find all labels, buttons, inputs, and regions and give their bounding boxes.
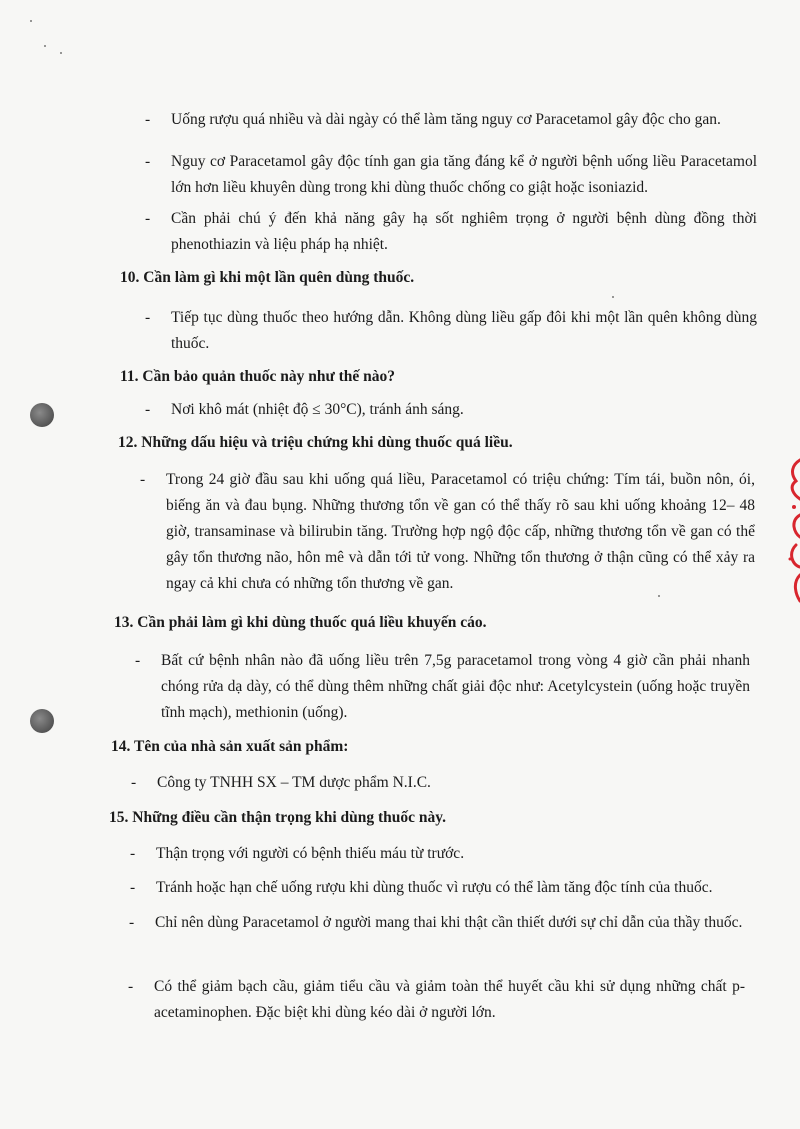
section-title: Những điều cần thận trọng khi dùng thuốc này. <box>132 809 447 826</box>
list-item-text: Uống rượu quá nhiều và dài ngày có thể làm tăng nguy cơ Paracetamol gây độc cho gan. <box>171 111 721 128</box>
list-item-text: Bất cứ bệnh nhân nào đã uống liều trên 7,5g paracetamol trong vòng 4 giờ cần phải nhanh chóng rửa dạ dày, có thể dùng thêm những chất giải độc như: Acetylcystein (uống hoặc truyền tĩnh mạch), methionin (uống). <box>161 652 750 721</box>
section-heading <box>118 431 513 455</box>
list-item-text: Cần phải chú ý đến khả năng gây hạ sốt nghiêm trọng ở người bệnh dùng đồng thời phenothiazin và liệu pháp hạ nhiệt. <box>171 210 757 253</box>
section-heading <box>120 266 414 290</box>
section-number: 14. <box>111 738 131 755</box>
list-item-text: Công ty TNHH SX – TM dược phẩm N.I.C. <box>157 774 431 791</box>
list-item-text: Tiếp tục dùng thuốc theo hướng dẫn. Không dùng liều gấp đôi khi một lần quên không dùng thuốc. <box>171 309 757 352</box>
section-heading <box>114 611 487 635</box>
section-title: Cần phải làm gì khi dùng thuốc quá liều khuyến cáo. <box>137 614 487 631</box>
section-number: 10. <box>120 269 140 286</box>
list-item-text: Tránh hoặc hạn chế uống rượu khi dùng thuốc vì rượu có thể làm tăng độc tính của thuốc. <box>156 879 713 896</box>
section-title: Những dấu hiệu và triệu chứng khi dùng thuốc quá liều. <box>141 434 513 451</box>
bullet-dash: - <box>128 978 134 995</box>
bullet-dash: - <box>145 111 151 128</box>
punch-hole <box>30 403 54 427</box>
bullet-dash: - <box>145 309 151 326</box>
scan-speck <box>60 52 62 54</box>
list-item-text: Nơi khô mát (nhiệt độ ≤ 30°C), tránh ánh sáng. <box>171 401 464 418</box>
bullet-dash: - <box>130 845 136 862</box>
bullet-dash: - <box>131 774 137 791</box>
section-title: Cần làm gì khi một lần quên dùng thuốc. <box>143 269 415 286</box>
section-heading <box>120 365 395 389</box>
list-item-text: Có thể giảm bạch cầu, giảm tiểu cầu và giảm toàn thể huyết cầu khi sử dụng những chất p-acetaminophen. Đặc biệt khi dùng kéo dài ở người lớn. <box>154 978 745 1021</box>
bullet-dash: - <box>145 153 151 170</box>
list-item-text: Thận trọng với người có bệnh thiếu máu từ trước. <box>156 845 465 862</box>
section-heading <box>111 735 348 759</box>
section-number: 13. <box>114 614 134 631</box>
section-number: 15. <box>109 809 129 826</box>
scan-speck <box>612 296 614 298</box>
list-item-text: Nguy cơ Paracetamol gây độc tính gan gia tăng đáng kể ở người bệnh uống liều Paracetamol lớn hơn liều khuyên dùng trong khi dùng thuốc chống co giật hoặc isoniazid. <box>171 153 757 196</box>
list-item-text: Chỉ nên dùng Paracetamol ở người mang thai khi thật cần thiết dưới sự chỉ dẫn của thầy thuốc. <box>155 914 743 931</box>
section-number: 11. <box>120 368 139 385</box>
bullet-dash: - <box>135 652 141 669</box>
bullet-dash: - <box>140 471 146 488</box>
section-heading <box>109 806 446 830</box>
list-item-text: Trong 24 giờ đầu sau khi uống quá liều, Paracetamol có triệu chứng: Tím tái, buồn nôn, ói, biếng ăn và đau bụng. Những thương tổn về gan có thể thấy rõ sau khi uống khoảng 12– 48 giờ, transaminase và bilirubin tăng. Trường hợp ngộ độc cấp, những thương tổn về gan có thể gây tổn thương não, hôn mê và dẫn tới tử vong. Những tổn thương ở thận cũng có thể xảy ra ngay cả khi chưa có những tổn thương về gan. <box>166 471 755 592</box>
section-number: 12. <box>118 434 138 451</box>
bullet-dash: - <box>145 210 151 227</box>
scan-speck <box>30 20 32 22</box>
section-title: Cần bảo quản thuốc này như thế nào? <box>142 368 396 385</box>
bullet-dash: - <box>145 401 151 418</box>
red-stamp-edge <box>770 455 800 605</box>
section-title: Tên của nhà sản xuất sản phẩm: <box>133 738 349 755</box>
bullet-dash: - <box>129 914 135 931</box>
scan-speck <box>44 45 46 47</box>
bullet-dash: - <box>130 879 136 896</box>
punch-hole <box>30 709 54 733</box>
